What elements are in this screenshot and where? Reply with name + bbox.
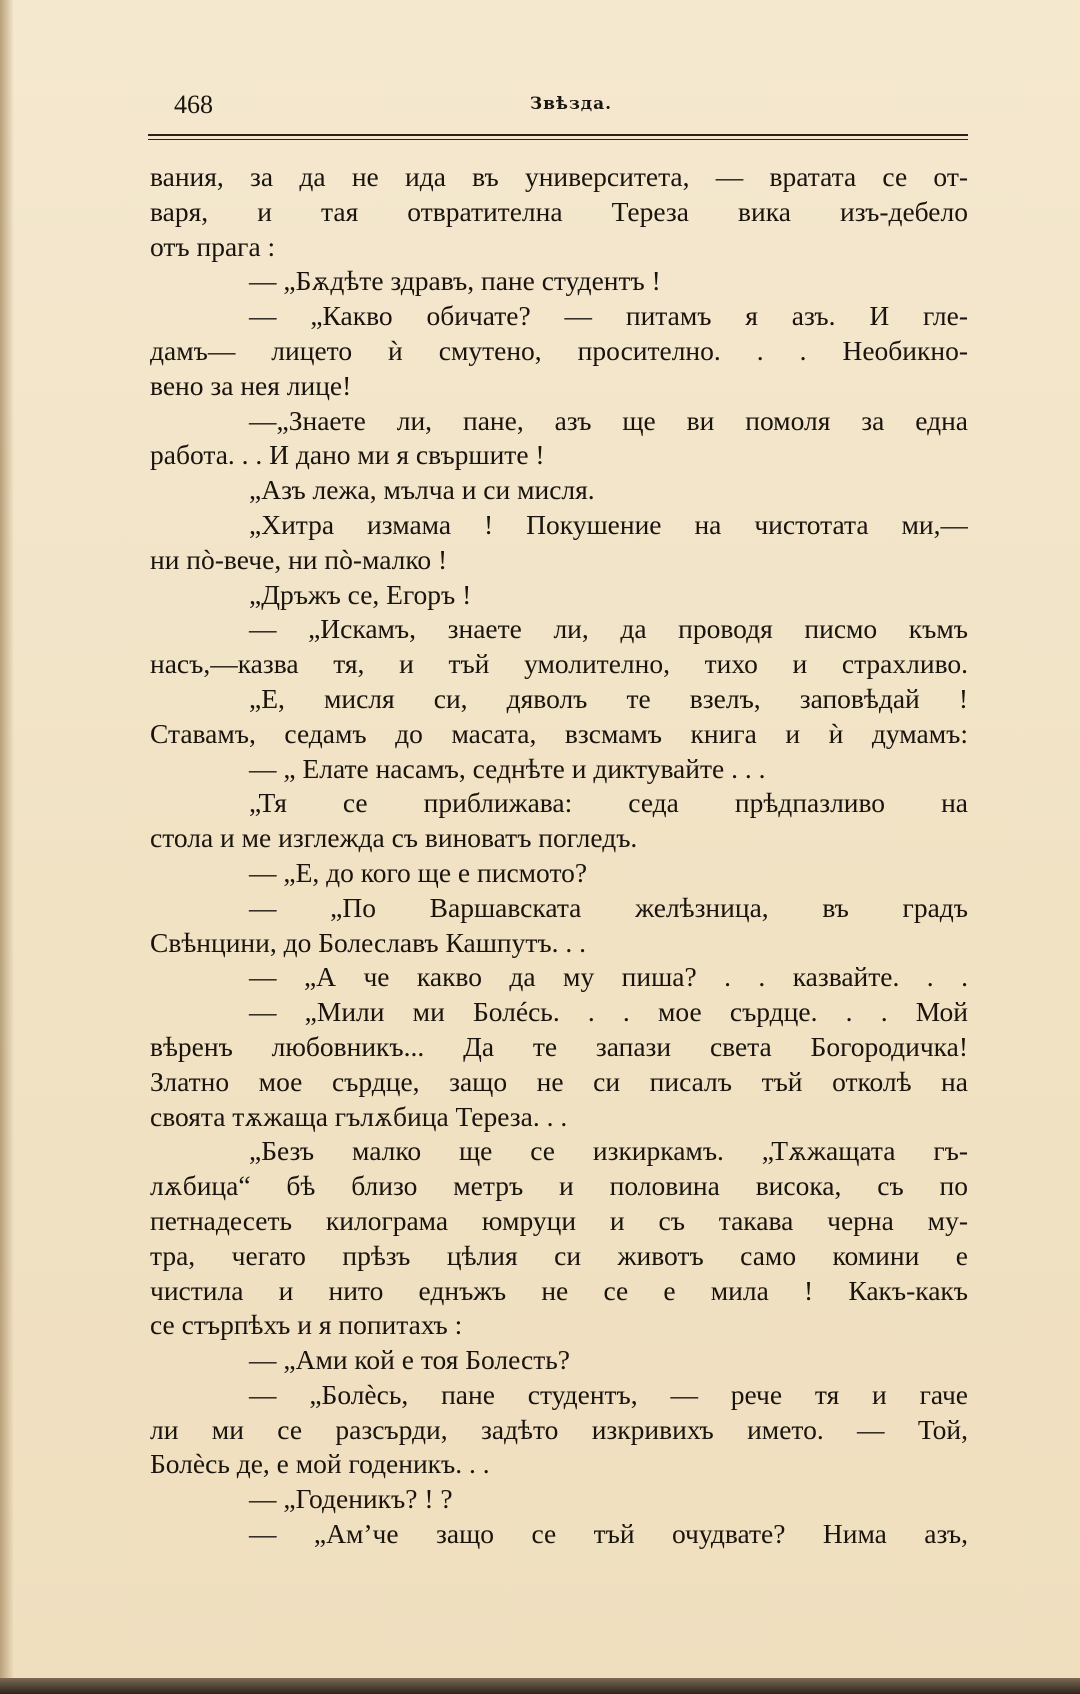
scan-bottom-edge — [0, 1678, 1080, 1694]
text-line: се стърпѣхъ и я попитахъ : — [150, 1309, 463, 1341]
page-header — [174, 86, 968, 126]
text-line: „Безъ малко ще се изкиркамъ. „Тѫжащата гъ- — [249, 1135, 968, 1167]
text-line: стола и ме изглежда съ виноватъ погледъ. — [150, 822, 638, 854]
text-line: дамъ— лицето ѝ смутено, просително. . . Необикно- — [150, 334, 968, 366]
text-line: лѫбица“ бѣ близо метръ и половина висока, съ по — [150, 1170, 968, 1202]
text-line: ни пò-вече, ни пò-малко ! — [150, 543, 448, 575]
text-line: тра, чегато прѣзъ цѣлия си животъ само комини е — [150, 1239, 968, 1271]
text-line: — „Е, до кого ще е писмото? — [249, 856, 588, 888]
text-line: — „По Варшавската желѣзница, въ градъ — [249, 891, 968, 923]
text-line: своята тѫжаща гълѫбица Тереза. . . — [150, 1100, 568, 1132]
text-line: — „Какво обичате? — питамъ я азъ. И гле- — [249, 300, 968, 332]
running-title: Звѣзда. — [529, 94, 613, 114]
text-line: вания, за да не ида въ университета, — вратата се от- — [150, 161, 968, 192]
header-rule — [148, 134, 968, 140]
text-line: — „А че какво да му пиша? . . казвайте. . . — [249, 961, 968, 993]
text-line: петнадесеть килограма юмруци и съ такава черна му- — [150, 1204, 968, 1236]
text-line: вено за нея лице! — [150, 369, 352, 401]
text-line: „Тя се приближава: седа прѣдпазливо на — [249, 787, 968, 819]
text-line: Ставамъ, седамъ до масата, взсмамъ книга и ѝ думамъ: — [150, 717, 968, 749]
text-line: Болѐсь де, е мой годеникъ. . . — [150, 1448, 490, 1480]
page-gutter-shadow — [0, 0, 14, 1694]
text-line: Златно мое сърдце, защо не си писалъ тъй отколѣ на — [150, 1065, 968, 1097]
text-line: отъ прага : — [150, 230, 276, 262]
text-line: — „ Елате насамъ, седнѣте и диктувайте . . . — [249, 752, 766, 784]
text-line: варя, и тая отвратителна Тереза вика изъ-дебело — [150, 195, 968, 227]
text-line: — „Искамъ, знаете ли, да проводя писмо къмъ — [249, 613, 968, 645]
text-line: работа. . . И дано ми я свършите ! — [150, 439, 545, 471]
text-line: „Е, мисля си, дяволъ те взелъ, заповѣдай ! — [249, 682, 968, 714]
text-line: — „Болѐсь, пане студентъ, — рече тя и гаче — [249, 1378, 968, 1410]
text-line: вѣренъ любовникъ... Да те запази света Богородичка! — [150, 1030, 968, 1062]
text-line: „Азъ лежа, мълча и си мисля. — [249, 474, 595, 506]
page-number: 468 — [174, 90, 213, 119]
text-line: — „Ам’че защо се тъй очудвате? Нима азъ, — [249, 1518, 968, 1550]
text-line: — „Мили ми Болéсь. . . мое сърдце. . . Мой — [249, 996, 968, 1028]
text-line: — „Бѫдѣте здравъ, пане студентъ ! — [249, 265, 661, 297]
text-line: — „Ами кой е тоя Болесть? — [249, 1344, 570, 1376]
text-line: Свѣнцини, до Болеславъ Кашпутъ. . . — [150, 926, 586, 958]
text-line: насъ,—казва тя, и тъй умолително, тихо и страхливо. — [150, 648, 968, 680]
text-line: „Хитра измама ! Покушение на чистотата ми,— — [249, 508, 968, 540]
text-line: „Дръжъ се, Егоръ ! — [249, 578, 472, 610]
text-line: ли ми се разсърди, задѣто изкривихъ името. — Той, — [150, 1413, 968, 1445]
body-text — [150, 160, 968, 1552]
text-line: чистила и нито еднъжъ не се е мила ! Какъ-какъ — [150, 1274, 968, 1306]
text-line: — „Годеникъ? ! ? — [249, 1483, 453, 1515]
text-line: —„Знаете ли, пане, азъ ще ви помоля за една — [249, 404, 968, 436]
